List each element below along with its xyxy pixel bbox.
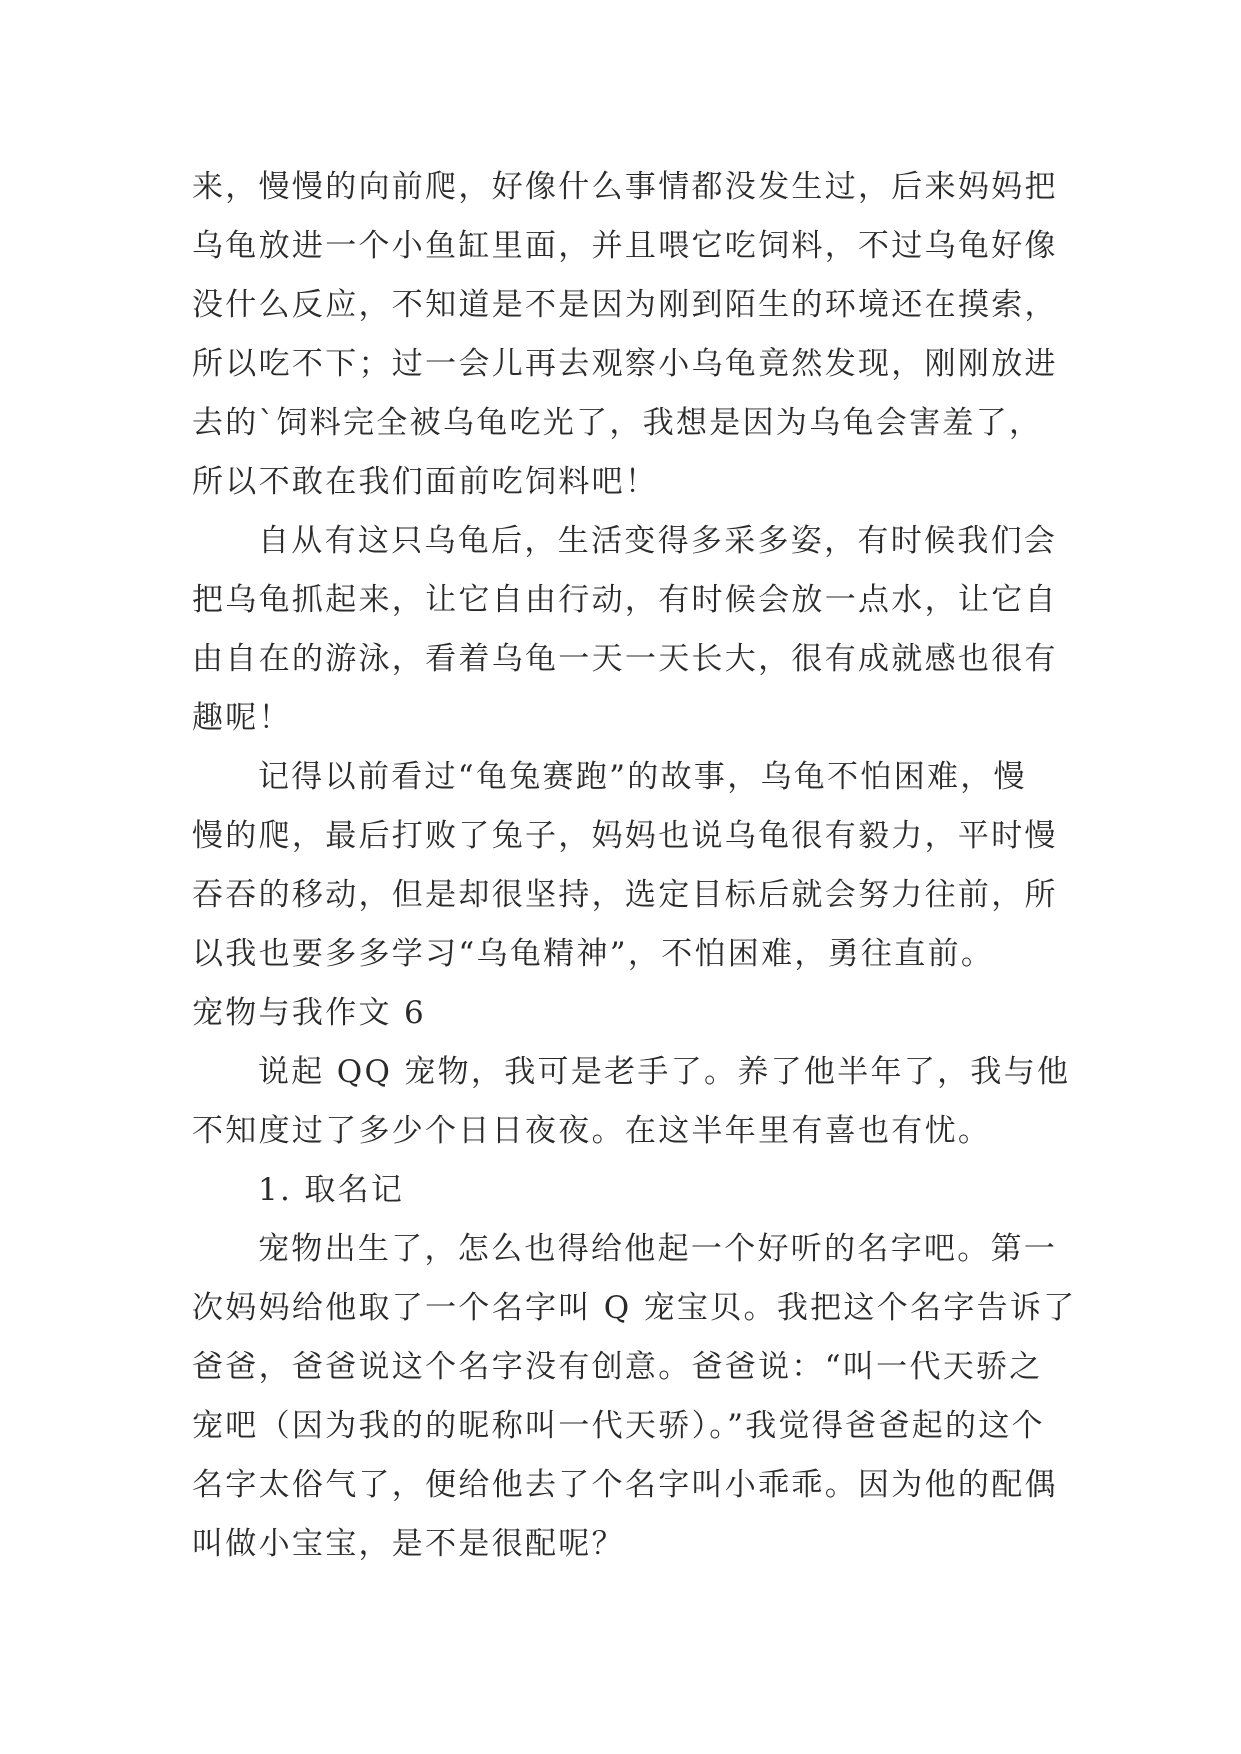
text-line: 所以不敢在我们面前吃饲料吧！ (192, 464, 659, 500)
text-line: 吞吞的移动，但是却很坚持，选定目标后就会努力往前，所 (192, 877, 1058, 913)
text-line: 乌龟放进一个小鱼缸里面，并且喂它吃饲料，不过乌龟好像 (192, 228, 1058, 264)
text-line: 来，慢慢的向前爬，好像什么事情都没发生过，后来妈妈把 (192, 169, 1058, 205)
essay-body (192, 158, 1077, 1574)
text-line: 叫做小宝宝，是不是很配呢？ (192, 1526, 625, 1562)
text-line: 爸爸，爸爸说这个名字没有创意。爸爸说：“叫一代天骄之 (192, 1349, 1043, 1385)
text-line: 以我也要多多学习“乌龟精神”，不怕困难，勇往直前。 (192, 936, 995, 972)
paragraph-start-line: 自从有这只乌龟后，生活变得多采多姿，有时候我们会 (258, 523, 1058, 559)
paragraph-start-line: 记得以前看过“龟兔赛跑”的故事，乌龟不怕困难，慢 (258, 759, 1027, 795)
text-line: 名字太俗气了，便给他去了个名字叫小乖乖。因为他的配偶 (192, 1467, 1058, 1503)
text-line: 宠吧（因为我的的昵称叫一代天骄）。”我觉得爸爸起的这个 (192, 1408, 1045, 1444)
text-line: 趣呢！ (192, 700, 292, 736)
text-line: 没什么反应，不知道是不是因为刚到陌生的环境还在摸索， (192, 287, 1058, 323)
paragraph-start-line: 说起 QQ 宠物，我可是老手了。养了他半年了，我与他 (258, 1054, 1071, 1090)
text-line: 慢的爬，最后打败了兔子，妈妈也说乌龟很有毅力，平时慢 (192, 818, 1058, 854)
text-line: 不知度过了多少个日日夜夜。在这半年里有喜也有忧。 (192, 1113, 992, 1149)
paragraph-start-line: 宠物出生了，怎么也得给他起一个好听的名字吧。第一 (258, 1231, 1058, 1267)
section-heading: 宠物与我作文 6 (192, 995, 426, 1031)
text-line: 由自在的游泳，看着乌龟一天一天长大，很有成就感也很有 (192, 641, 1058, 677)
text-line: 把乌龟抓起来，让它自由行动，有时候会放一点水，让它自 (192, 582, 1058, 618)
subheading: 1. 取名记 (258, 1172, 405, 1208)
text-line: 所以吃不下；过一会儿再去观察小乌龟竟然发现，刚刚放进 (192, 346, 1058, 382)
text-line: 次妈妈给他取了一个名字叫 Q 宠宝贝。我把这个名字告诉了 (192, 1290, 1077, 1326)
text-line: 去的`饲料完全被乌龟吃光了，我想是因为乌龟会害羞了， (192, 405, 1043, 441)
